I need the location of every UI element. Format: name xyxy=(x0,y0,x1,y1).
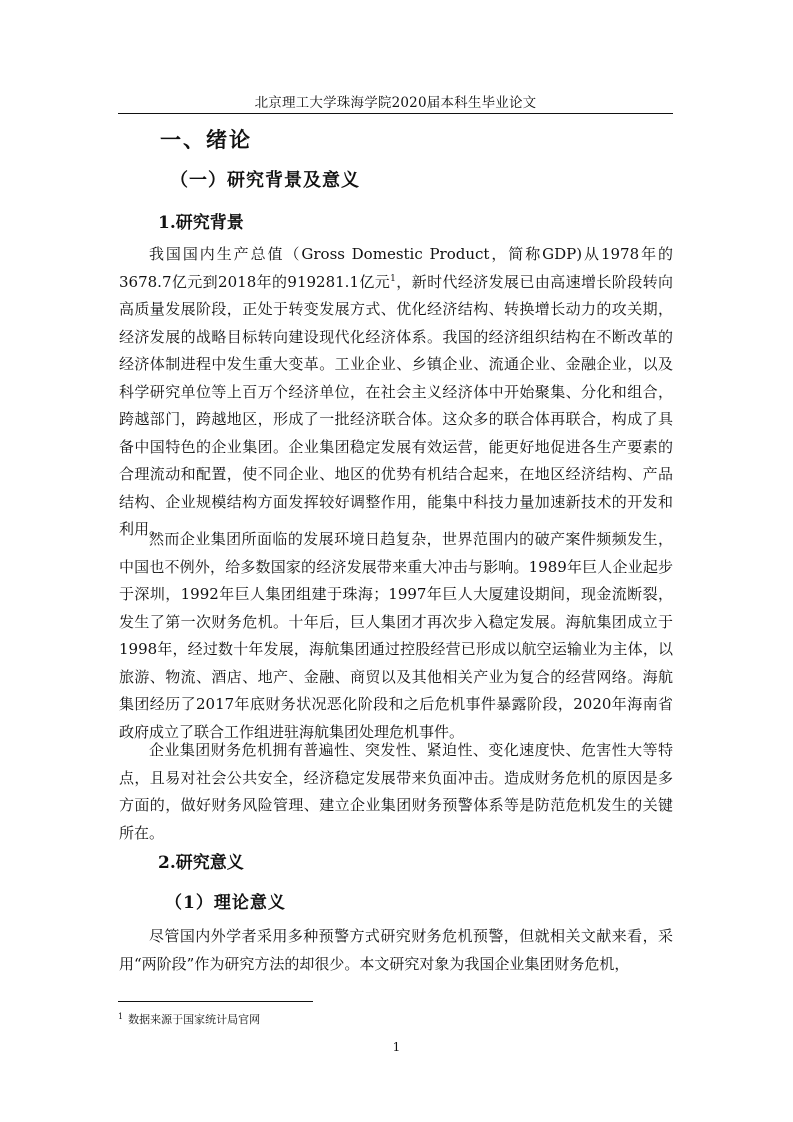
paragraph-1-text-b: ，新时代经济发展已由高速增长阶段转向高质量发展阶段，正处于转变发展方式、优化经济结构、转换增长动力的攻关期，经济发展的战略目标转向建设现代化经济体系。我国的经济组织结构在不断改革的经济体制进程中发生重大变革。工业企业、乡镇企业、流通企业、金融企业，以及科学研究单位等上百万个经济单位，在社会主义经济体中开始聚集、分化和组合，跨越部门，跨越地区，形成了一批经济联合体。这众多的联合体再联合，构成了具备中国特色的企业集团。企业集团稳定发展有效运营，能更好地促进各生产要素的合理流动和配置，使不同企业、地区的优势有机结合起来，在地区经济结构、产品结构、企业规模结构方面发挥较好调整作用，能集中科技力量加速新技术的开发和利用。 xyxy=(119,272,673,538)
section-title: （一）研究背景及意义 xyxy=(170,170,360,191)
paragraph-2 xyxy=(119,526,673,746)
subsubsection-title-theory: （1）理论意义 xyxy=(165,893,286,913)
header-rule xyxy=(118,113,673,114)
paragraph-4 xyxy=(119,923,673,978)
chapter-title: 一、绪论 xyxy=(160,127,252,152)
paragraph-3-text: 企业集团财务危机拥有普遍性、突发性、紧迫性、变化速度快、危害性大等特点，且易对社会公共安全，经济稳定发展带来负面冲击。造成财务危机的原因是多方面的，做好财务风险管理、建立企业集团财务预警体系等是防范危机发生的关键所在。 xyxy=(119,741,673,842)
paragraph-1-text-a: 我国国内生产总值（Gross Domestic Product，简称GDP)从1978年的3678.7亿元到2018年的919281.1亿元 xyxy=(119,245,673,291)
footnote-text: 数据来源于国家统计局官网 xyxy=(128,1013,261,1026)
paragraph-1 xyxy=(119,241,673,544)
footnote-rule xyxy=(118,1001,313,1002)
paragraph-2-text: 然而企业集团所面临的发展环境日趋复杂，世界范围内的破产案件频频发生，中国也不例外，给多数国家的经济发展带来重大冲击与影响。1989年巨人企业起步于深圳，1992年巨人集团组建于珠海；1997年巨人大厦建设期间，现金流断裂，发生了第一次财务危机。十年后，巨人集团才再次步入稳定发展。海航集团成立于1998年，经过数十年发展，海航集团通过控股经营已形成以航空运输业为主体，以旅游、物流、酒店、地产、金融、商贸以及其他相关产业为复合的经营网络。海航集团经历了2017年底财务状况恶化阶段和之后危机事件暴露阶段，2020年海南省政府成立了联合工作组进驻海航集团处理危机事件。 xyxy=(119,530,673,741)
footnote xyxy=(118,1010,260,1027)
paragraph-3 xyxy=(119,737,673,847)
footnote-reference: 1 xyxy=(390,273,396,284)
footnote-mark: 1 xyxy=(118,1012,124,1021)
paragraph-4-text: 尽管国内外学者采用多种预警方式研究财务危机预警，但就相关文献来看，采用“两阶段”作为研究方法的却很少。本文研究对象为我国企业集团财务危机， xyxy=(119,927,673,973)
subsection-title-significance: 2.研究意义 xyxy=(158,853,244,873)
running-header: 北京理工大学珠海学院2020届本科生毕业论文 xyxy=(254,95,537,111)
subsection-title-background: 1.研究背景 xyxy=(158,213,244,233)
page-number: 1 xyxy=(392,1040,401,1054)
